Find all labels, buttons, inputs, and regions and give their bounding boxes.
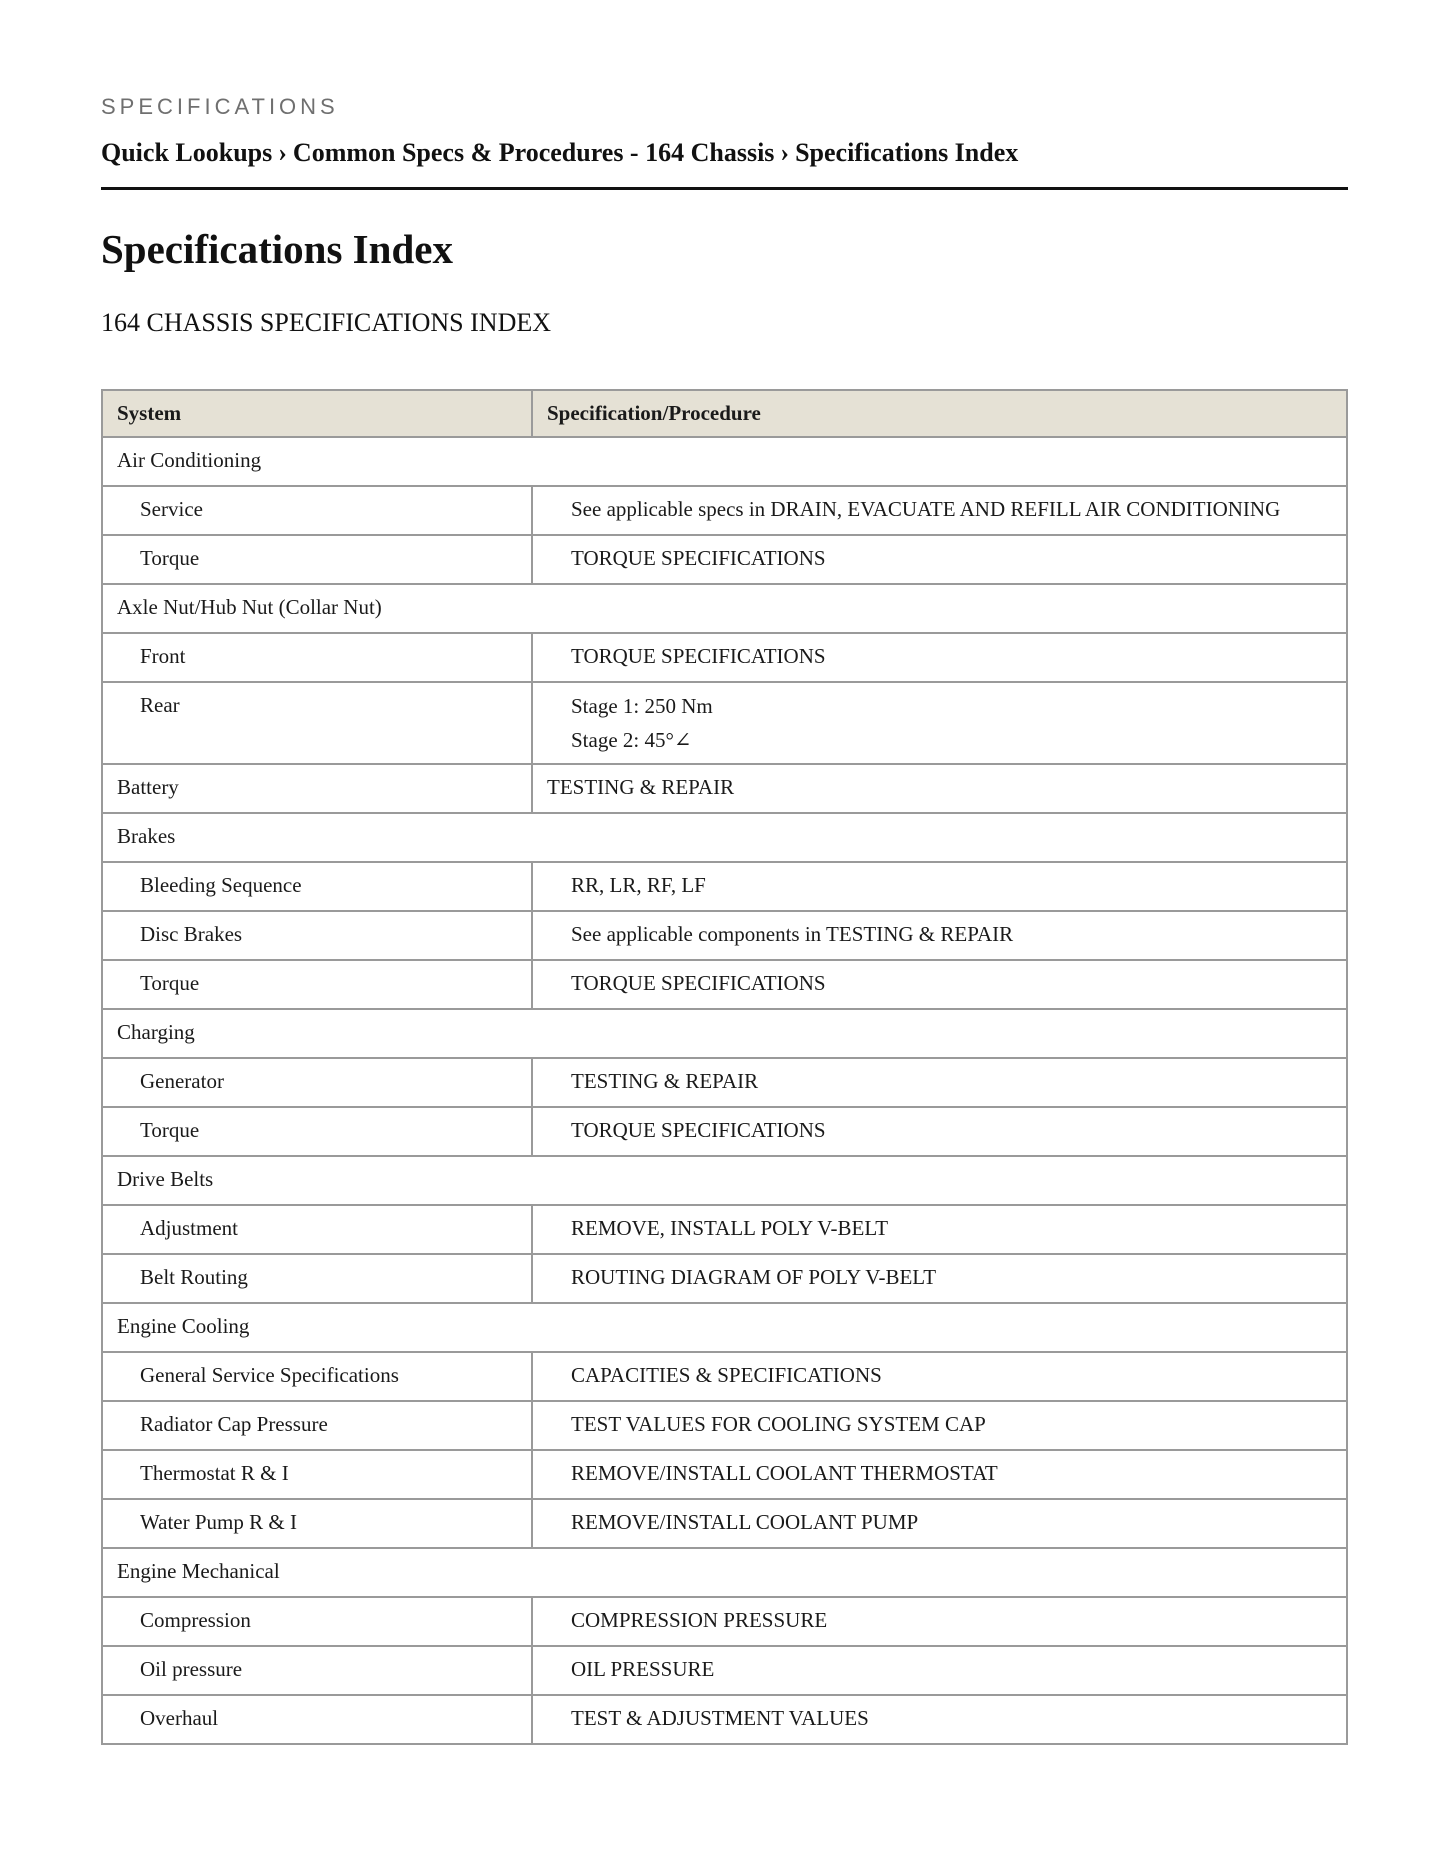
specification-line: Stage 2: 45°∠ — [571, 728, 692, 752]
specification-cell: REMOVE/INSTALL COOLANT THERMOSTAT — [532, 1450, 1347, 1499]
system-cell: Service — [102, 486, 532, 535]
specification-cell: TORQUE SPECIFICATIONS — [532, 1107, 1347, 1156]
table-row — [102, 535, 1347, 584]
breadcrumb — [101, 138, 1018, 168]
specification-cell: TESTING & REPAIR — [532, 1058, 1347, 1107]
table-group-row — [102, 1009, 1347, 1058]
specification-cell: RR, LR, RF, LF — [532, 862, 1347, 911]
system-cell: Bleeding Sequence — [102, 862, 532, 911]
header-divider — [101, 187, 1348, 190]
system-cell: Water Pump R & I — [102, 1499, 532, 1548]
specification-cell: TESTING & REPAIR — [532, 764, 1347, 813]
system-cell: Belt Routing — [102, 1254, 532, 1303]
system-group-cell: Charging — [102, 1009, 1347, 1058]
system-cell: General Service Specifications — [102, 1352, 532, 1401]
specification-cell: See applicable specs in DRAIN, EVACUATE AND REFILL AIR CONDITIONING — [532, 486, 1347, 535]
system-cell: Torque — [102, 960, 532, 1009]
page-title: Specifications Index — [101, 226, 453, 272]
table-row — [102, 1597, 1347, 1646]
table-group-row — [102, 1156, 1347, 1205]
system-group-cell: Engine Cooling — [102, 1303, 1347, 1352]
table-row — [102, 1254, 1347, 1303]
breadcrumb-separator: › — [780, 138, 790, 167]
table-row — [102, 1352, 1347, 1401]
specification-line: Stage 1: 250 Nm — [571, 694, 713, 718]
breadcrumb-separator: › — [278, 138, 287, 167]
system-cell: Adjustment — [102, 1205, 532, 1254]
system-cell: Disc Brakes — [102, 911, 532, 960]
specification-cell: TEST & ADJUSTMENT VALUES — [532, 1695, 1347, 1744]
table-group-row — [102, 1303, 1347, 1352]
table-row — [102, 1058, 1347, 1107]
table-row — [102, 1401, 1347, 1450]
specification-cell: CAPACITIES & SPECIFICATIONS — [532, 1352, 1347, 1401]
table-row — [102, 1450, 1347, 1499]
specification-cell: TORQUE SPECIFICATIONS — [532, 960, 1347, 1009]
system-cell: Torque — [102, 1107, 532, 1156]
specification-cell: OIL PRESSURE — [532, 1646, 1347, 1695]
system-group-cell: Drive Belts — [102, 1156, 1347, 1205]
system-group-cell: Air Conditioning — [102, 437, 1347, 486]
system-cell: Compression — [102, 1597, 532, 1646]
table-group-row — [102, 584, 1347, 633]
breadcrumb-current: Specifications Index — [795, 138, 1019, 167]
table-row — [102, 1205, 1347, 1254]
table-row — [102, 1107, 1347, 1156]
specification-cell: TORQUE SPECIFICATIONS — [532, 535, 1347, 584]
breadcrumb-quick-lookups[interactable]: Quick Lookups — [101, 138, 273, 167]
table-row — [102, 633, 1347, 682]
table-row — [102, 1695, 1347, 1744]
system-cell: Oil pressure — [102, 1646, 532, 1695]
system-group-cell: Engine Mechanical — [102, 1548, 1347, 1597]
table-group-row — [102, 1548, 1347, 1597]
system-group-cell: Axle Nut/Hub Nut (Collar Nut) — [102, 584, 1347, 633]
specification-cell: REMOVE, INSTALL POLY V-BELT — [532, 1205, 1347, 1254]
specification-cell: TEST VALUES FOR COOLING SYSTEM CAP — [532, 1401, 1347, 1450]
breadcrumb-common-specs[interactable]: Common Specs & Procedures - 164 Chassis — [292, 138, 775, 167]
specification-cell: REMOVE/INSTALL COOLANT PUMP — [532, 1499, 1347, 1548]
table-group-row — [102, 813, 1347, 862]
section-label: SPECIFICATIONS — [101, 94, 339, 119]
table-row — [102, 862, 1347, 911]
table-row — [102, 486, 1347, 535]
specification-cell: COMPRESSION PRESSURE — [532, 1597, 1347, 1646]
system-cell: Battery — [102, 764, 532, 813]
table-row — [102, 1499, 1347, 1548]
table-row — [102, 682, 1347, 764]
specification-cell: TORQUE SPECIFICATIONS — [532, 633, 1347, 682]
table-row — [102, 764, 1347, 813]
page-subtitle: 164 CHASSIS SPECIFICATIONS INDEX — [101, 308, 552, 337]
table-group-row — [102, 437, 1347, 486]
specification-cell: ROUTING DIAGRAM OF POLY V-BELT — [532, 1254, 1347, 1303]
specifications-table — [101, 389, 1348, 1745]
table-row — [102, 1646, 1347, 1695]
table-header-row — [102, 390, 1347, 437]
system-cell: Radiator Cap Pressure — [102, 1401, 532, 1450]
system-cell: Front — [102, 633, 532, 682]
column-header-system: System — [102, 390, 532, 437]
table-body — [102, 437, 1347, 1744]
specification-cell: See applicable components in TESTING & REPAIR — [532, 911, 1347, 960]
table-row — [102, 911, 1347, 960]
system-cell: Overhaul — [102, 1695, 532, 1744]
system-cell: Rear — [102, 682, 532, 764]
system-cell: Generator — [102, 1058, 532, 1107]
column-header-specification: Specification/Procedure — [532, 390, 1347, 437]
system-cell: Torque — [102, 535, 532, 584]
system-group-cell: Brakes — [102, 813, 1347, 862]
table-row — [102, 960, 1347, 1009]
specification-cell — [532, 682, 1347, 764]
system-cell: Thermostat R & I — [102, 1450, 532, 1499]
